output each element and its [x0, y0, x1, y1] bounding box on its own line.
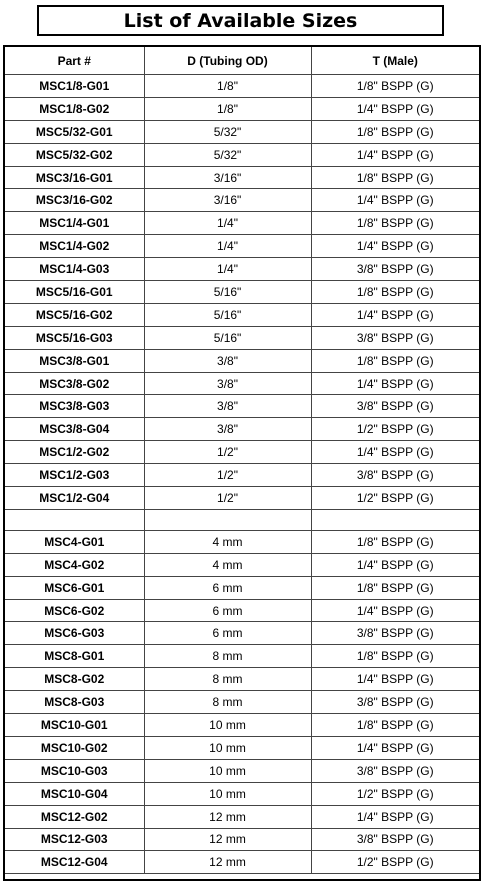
- table-row: [5, 509, 479, 530]
- tubing-od-cell: 6 mm: [144, 576, 311, 599]
- part-number-cell: MSC6-G02: [5, 599, 144, 622]
- part-number-cell: MSC6-G03: [5, 622, 144, 645]
- table-row: [5, 97, 479, 120]
- male-thread-cell: 1/4" BSPP (G): [311, 599, 479, 622]
- male-thread-cell: 3/8" BSPP (G): [311, 691, 479, 714]
- table-row: [5, 622, 479, 645]
- table-row: [5, 372, 479, 395]
- male-thread-cell: 1/8" BSPP (G): [311, 281, 479, 304]
- part-number-cell: MSC1/4-G01: [5, 212, 144, 235]
- tubing-od-cell: 10 mm: [144, 782, 311, 805]
- part-number-cell: MSC10-G04: [5, 782, 144, 805]
- part-number-cell: MSC12-G02: [5, 805, 144, 828]
- table-row: [5, 258, 479, 281]
- tubing-od-cell: 10 mm: [144, 759, 311, 782]
- column-header-tubing-od: D (Tubing OD): [144, 47, 311, 75]
- part-number-cell: MSC12-G04: [5, 851, 144, 874]
- table-row: [5, 166, 479, 189]
- table-row: [5, 805, 479, 828]
- male-thread-cell: 1/8" BSPP (G): [311, 75, 479, 98]
- part-number-cell: MSC8-G01: [5, 645, 144, 668]
- male-thread-cell: 1/8" BSPP (G): [311, 576, 479, 599]
- part-number-cell: MSC4-G01: [5, 530, 144, 553]
- tubing-od-cell: 1/2": [144, 464, 311, 487]
- male-thread-cell: 1/4" BSPP (G): [311, 143, 479, 166]
- table-row: [5, 303, 479, 326]
- part-number-cell: MSC5/16-G01: [5, 281, 144, 304]
- tubing-od-cell: 4 mm: [144, 553, 311, 576]
- tubing-od-cell: 5/32": [144, 143, 311, 166]
- table-body: [5, 75, 479, 874]
- male-thread-cell: 1/2" BSPP (G): [311, 487, 479, 510]
- part-number-cell: MSC10-G03: [5, 759, 144, 782]
- part-number-cell: [5, 509, 144, 530]
- male-thread-cell: 1/8" BSPP (G): [311, 645, 479, 668]
- part-number-cell: MSC1/4-G03: [5, 258, 144, 281]
- part-number-cell: MSC8-G03: [5, 691, 144, 714]
- tubing-od-cell: 12 mm: [144, 805, 311, 828]
- tubing-od-cell: 3/8": [144, 418, 311, 441]
- table-row: [5, 281, 479, 304]
- sizes-table-container: [3, 45, 481, 881]
- male-thread-cell: 3/8" BSPP (G): [311, 828, 479, 851]
- part-number-cell: MSC1/8-G02: [5, 97, 144, 120]
- part-number-cell: MSC1/2-G02: [5, 441, 144, 464]
- male-thread-cell: 1/2" BSPP (G): [311, 418, 479, 441]
- male-thread-cell: 3/8" BSPP (G): [311, 464, 479, 487]
- tubing-od-cell: [144, 509, 311, 530]
- male-thread-cell: 1/4" BSPP (G): [311, 303, 479, 326]
- table-row: [5, 349, 479, 372]
- part-number-cell: MSC3/16-G01: [5, 166, 144, 189]
- tubing-od-cell: 8 mm: [144, 691, 311, 714]
- table-row: [5, 576, 479, 599]
- male-thread-cell: 1/4" BSPP (G): [311, 736, 479, 759]
- male-thread-cell: 1/4" BSPP (G): [311, 805, 479, 828]
- tubing-od-cell: 5/16": [144, 281, 311, 304]
- table-header-row: [5, 47, 479, 75]
- part-number-cell: MSC1/4-G02: [5, 235, 144, 258]
- table-row: [5, 120, 479, 143]
- part-number-cell: MSC6-G01: [5, 576, 144, 599]
- male-thread-cell: 3/8" BSPP (G): [311, 326, 479, 349]
- table-row: [5, 235, 479, 258]
- tubing-od-cell: 8 mm: [144, 645, 311, 668]
- part-number-cell: MSC3/16-G02: [5, 189, 144, 212]
- tubing-od-cell: 8 mm: [144, 668, 311, 691]
- table-row: [5, 553, 479, 576]
- table-row: [5, 143, 479, 166]
- tubing-od-cell: 5/16": [144, 303, 311, 326]
- male-thread-cell: 1/2" BSPP (G): [311, 782, 479, 805]
- part-number-cell: MSC8-G02: [5, 668, 144, 691]
- table-row: [5, 714, 479, 737]
- tubing-od-cell: 12 mm: [144, 828, 311, 851]
- male-thread-cell: 1/8" BSPP (G): [311, 166, 479, 189]
- tubing-od-cell: 1/2": [144, 441, 311, 464]
- part-number-cell: MSC3/8-G01: [5, 349, 144, 372]
- table-row: [5, 851, 479, 874]
- male-thread-cell: [311, 509, 479, 530]
- table-row: [5, 487, 479, 510]
- tubing-od-cell: 3/16": [144, 189, 311, 212]
- part-number-cell: MSC5/16-G02: [5, 303, 144, 326]
- tubing-od-cell: 6 mm: [144, 599, 311, 622]
- tubing-od-cell: 3/16": [144, 166, 311, 189]
- male-thread-cell: 1/4" BSPP (G): [311, 441, 479, 464]
- column-header-male-thread: T (Male): [311, 47, 479, 75]
- tubing-od-cell: 1/8": [144, 75, 311, 98]
- tubing-od-cell: 1/4": [144, 258, 311, 281]
- tubing-od-cell: 1/4": [144, 212, 311, 235]
- male-thread-cell: 1/4" BSPP (G): [311, 668, 479, 691]
- tubing-od-cell: 3/8": [144, 372, 311, 395]
- part-number-cell: MSC4-G02: [5, 553, 144, 576]
- table-row: [5, 782, 479, 805]
- part-number-cell: MSC10-G02: [5, 736, 144, 759]
- male-thread-cell: 1/4" BSPP (G): [311, 553, 479, 576]
- table-row: [5, 530, 479, 553]
- tubing-od-cell: 1/4": [144, 235, 311, 258]
- part-number-cell: MSC3/8-G03: [5, 395, 144, 418]
- table-row: [5, 599, 479, 622]
- part-number-cell: MSC10-G01: [5, 714, 144, 737]
- part-number-cell: MSC1/2-G03: [5, 464, 144, 487]
- table-row: [5, 326, 479, 349]
- table-row: [5, 645, 479, 668]
- page-title: [37, 5, 444, 36]
- table-row: [5, 441, 479, 464]
- part-number-cell: MSC5/32-G01: [5, 120, 144, 143]
- tubing-od-cell: 10 mm: [144, 736, 311, 759]
- male-thread-cell: 3/8" BSPP (G): [311, 622, 479, 645]
- tubing-od-cell: 5/16": [144, 326, 311, 349]
- tubing-od-cell: 4 mm: [144, 530, 311, 553]
- tubing-od-cell: 12 mm: [144, 851, 311, 874]
- part-number-cell: MSC3/8-G04: [5, 418, 144, 441]
- male-thread-cell: 3/8" BSPP (G): [311, 395, 479, 418]
- part-number-cell: MSC12-G03: [5, 828, 144, 851]
- table-row: [5, 212, 479, 235]
- male-thread-cell: 1/4" BSPP (G): [311, 189, 479, 212]
- page-title-text: List of Available Sizes: [123, 9, 358, 32]
- male-thread-cell: 1/8" BSPP (G): [311, 714, 479, 737]
- table-row: [5, 691, 479, 714]
- part-number-cell: MSC5/32-G02: [5, 143, 144, 166]
- tubing-od-cell: 1/8": [144, 97, 311, 120]
- tubing-od-cell: 5/32": [144, 120, 311, 143]
- table-row: [5, 668, 479, 691]
- male-thread-cell: 1/4" BSPP (G): [311, 372, 479, 395]
- table-row: [5, 189, 479, 212]
- part-number-cell: MSC5/16-G03: [5, 326, 144, 349]
- tubing-od-cell: 10 mm: [144, 714, 311, 737]
- sizes-table: [5, 47, 479, 874]
- male-thread-cell: 1/8" BSPP (G): [311, 120, 479, 143]
- table-row: [5, 736, 479, 759]
- male-thread-cell: 1/8" BSPP (G): [311, 212, 479, 235]
- table-row: [5, 464, 479, 487]
- tubing-od-cell: 1/2": [144, 487, 311, 510]
- male-thread-cell: 1/4" BSPP (G): [311, 97, 479, 120]
- male-thread-cell: 3/8" BSPP (G): [311, 258, 479, 281]
- male-thread-cell: 1/8" BSPP (G): [311, 349, 479, 372]
- tubing-od-cell: 3/8": [144, 395, 311, 418]
- male-thread-cell: 1/8" BSPP (G): [311, 530, 479, 553]
- male-thread-cell: 3/8" BSPP (G): [311, 759, 479, 782]
- part-number-cell: MSC1/2-G04: [5, 487, 144, 510]
- table-row: [5, 759, 479, 782]
- male-thread-cell: 1/4" BSPP (G): [311, 235, 479, 258]
- table-row: [5, 395, 479, 418]
- tubing-od-cell: 3/8": [144, 349, 311, 372]
- part-number-cell: MSC3/8-G02: [5, 372, 144, 395]
- male-thread-cell: 1/2" BSPP (G): [311, 851, 479, 874]
- table-row: [5, 75, 479, 98]
- column-header-part: Part #: [5, 47, 144, 75]
- table-row: [5, 828, 479, 851]
- table-row: [5, 418, 479, 441]
- part-number-cell: MSC1/8-G01: [5, 75, 144, 98]
- tubing-od-cell: 6 mm: [144, 622, 311, 645]
